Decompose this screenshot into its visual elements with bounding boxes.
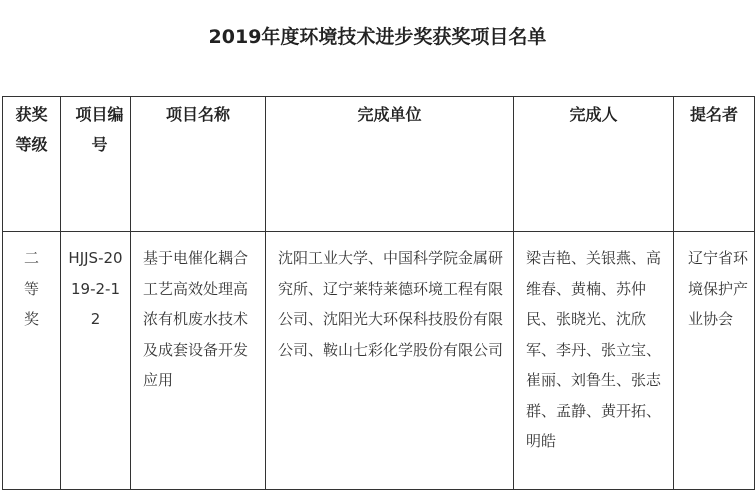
cell-project-name: 基于电催化耦合工艺高效处理高浓有机废水技术及成套设备开发应用	[131, 232, 266, 490]
page-title: 2019年度环境技术进步奖获奖项目名单	[208, 26, 547, 48]
header-project-name: 项目名称	[131, 97, 266, 232]
cell-persons: 梁吉艳、关银燕、高维春、黄楠、苏仲民、张晓光、沈欣军、李丹、张立宝、崔丽、刘鲁生、张志群、孟静、黄开拓、明皓	[514, 232, 674, 490]
header-nominator: 提名者	[674, 97, 755, 232]
header-units: 完成单位	[266, 97, 514, 232]
cell-project-no: HJJS-2019-2-12	[61, 232, 131, 490]
award-table	[2, 96, 755, 490]
cell-nominator: 辽宁省环境保护产业协会	[674, 232, 755, 490]
header-persons: 完成人	[514, 97, 674, 232]
cell-grade: 二等奖	[3, 232, 61, 490]
header-grade: 获奖等级	[3, 97, 61, 232]
table-header-row	[3, 97, 755, 232]
cell-units: 沈阳工业大学、中国科学院金属研究所、辽宁莱特莱德环境工程有限公司、沈阳光大环保科技股份有限公司、鞍山七彩化学股份有限公司	[266, 232, 514, 490]
table-row	[3, 232, 755, 490]
header-project-no: 项目编号	[61, 97, 131, 232]
